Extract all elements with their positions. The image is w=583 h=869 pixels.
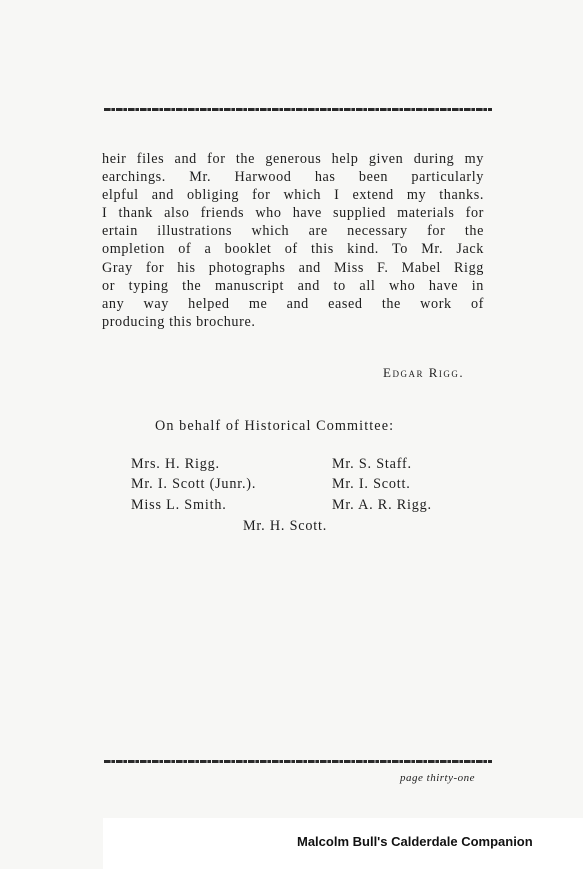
committee-member: Mr. I. Scott (Junr.). bbox=[131, 476, 257, 492]
body-line: earchings. Mr. Harwood has been particularly bbox=[102, 169, 484, 186]
committee-member: Mrs. H. Rigg. bbox=[131, 456, 220, 472]
body-paragraph bbox=[102, 150, 484, 331]
body-line: elpful and obliging for which I extend my thanks. bbox=[102, 187, 484, 204]
body-line: ertain illustrations which are necessary for the bbox=[102, 223, 484, 240]
body-line: ompletion of a booklet of this kind. To Mr. Jack bbox=[102, 241, 484, 258]
credit-text: Malcolm Bull's Calderdale Companion bbox=[297, 834, 533, 849]
bottom-divider bbox=[104, 760, 492, 763]
page-number: page thirty-one bbox=[400, 772, 476, 784]
committee-member: Mr. A. R. Rigg. bbox=[332, 497, 432, 513]
body-line: Gray for his photographs and Miss F. Mabel Rigg bbox=[102, 259, 484, 276]
body-line: or typing the manuscript and to all who have in bbox=[102, 277, 484, 294]
committee-member: Mr. I. Scott. bbox=[332, 476, 411, 492]
top-divider bbox=[104, 108, 492, 111]
committee-member: Miss L. Smith. bbox=[131, 497, 227, 513]
body-line: I thank also friends who have supplied materials for bbox=[102, 205, 484, 222]
body-line: any way helped me and eased the work of bbox=[102, 295, 484, 312]
body-line: producing this brochure. bbox=[102, 313, 256, 330]
committee-member: Mr. H. Scott. bbox=[243, 518, 328, 534]
committee-member: Mr. S. Staff. bbox=[332, 456, 412, 472]
body-line: heir files and for the generous help given during my bbox=[102, 151, 484, 167]
author-signature: Edgar Rigg. bbox=[383, 365, 465, 380]
committee-heading: On behalf of Historical Committee: bbox=[155, 418, 395, 434]
